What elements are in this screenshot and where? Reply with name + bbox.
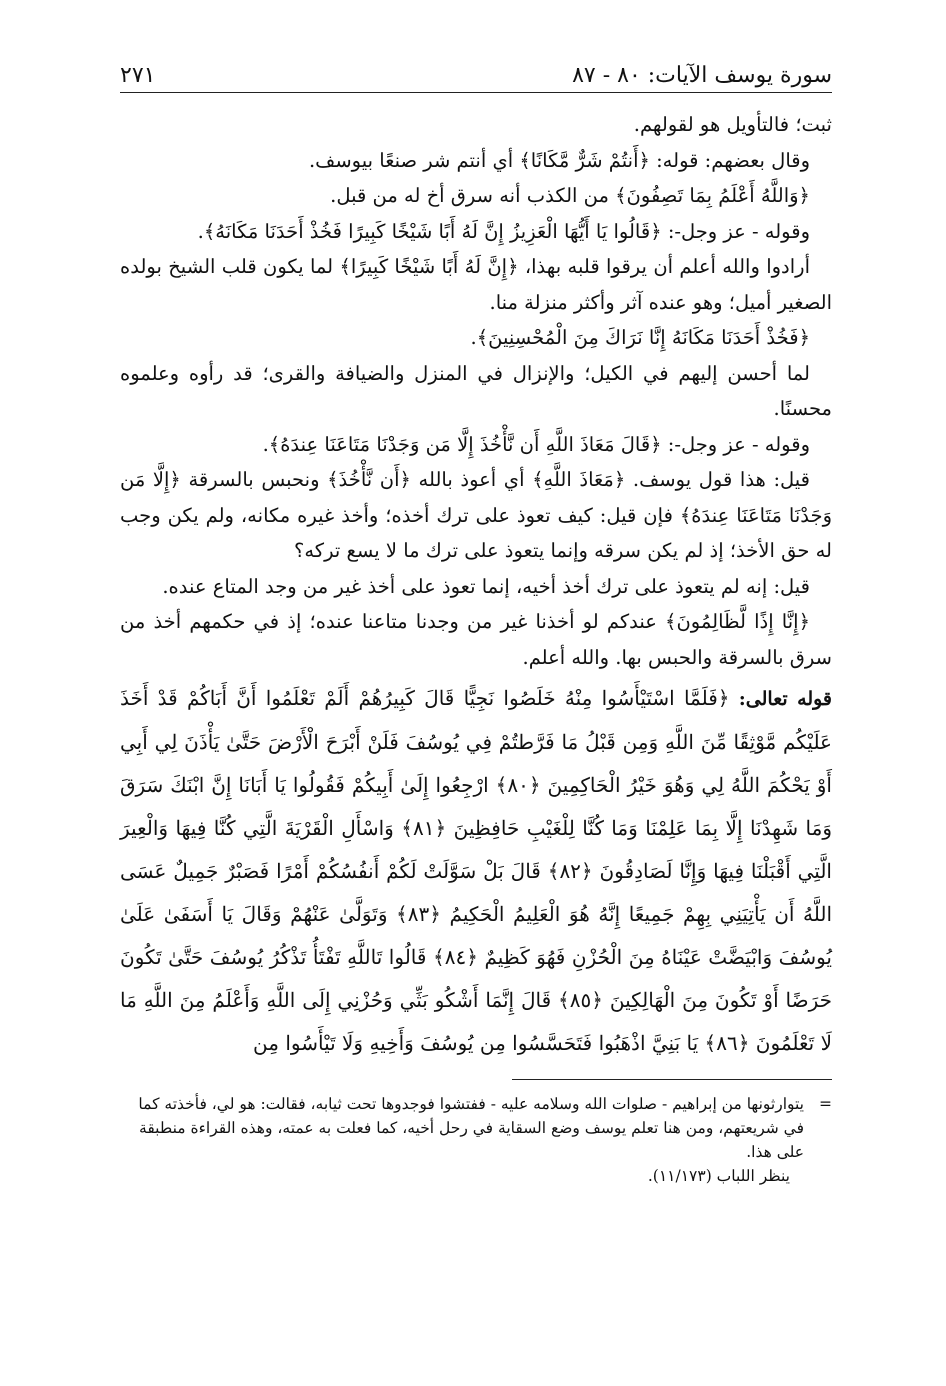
- quran-text: ﴿فَلَمَّا اسْتَيْأَسُوا مِنْهُ خَلَصُوا نَجِيًّا قَالَ كَبِيرُهُمْ أَلَمْ تَعْلَمُوا أَنَّ أَبَاكُمْ قَدْ أَخَذَ عَلَيْكُم مَّوْثِقًا مِّنَ اللَّهِ وَمِن قَبْلُ مَا فَرَّطتُمْ فِي يُوسُفَ فَلَنْ أَبْرَحَ الْأَرْضَ حَتَّىٰ يَأْذَنَ لِي أَبِي أَوْ يَحْكُمَ اللَّهُ لِي وَهُوَ خَيْرُ الْحَاكِمِينَ ﴿٨٠﴾ ارْجِعُوا إِلَىٰ أَبِيكُمْ فَقُولُوا يَا أَبَانَا إِنَّ ابْنَكَ سَرَقَ وَمَا شَهِدْنَا إِلَّا بِمَا عَلِمْنَا وَمَا كُنَّا لِلْغَيْبِ حَافِظِينَ ﴿٨١﴾ وَاسْأَلِ الْقَرْيَةَ الَّتِي كُنَّا فِيهَا وَالْعِيرَ الَّتِي أَقْبَلْنَا فِيهَا وَإِنَّا لَصَادِقُونَ ﴿٨٢﴾ قَالَ بَلْ سَوَّلَتْ لَكُمْ أَنفُسُكُمْ أَمْرًا فَصَبْرٌ جَمِيلٌ عَسَى اللَّهُ أَن يَأْتِيَنِي بِهِمْ جَمِيعًا إِنَّهُ هُوَ الْعَلِيمُ الْحَكِيمُ ﴿٨٣﴾ وَتَوَلَّىٰ عَنْهُمْ وَقَالَ يَا أَسَفَىٰ عَلَىٰ يُوسُفَ وَابْيَضَّتْ عَيْنَاهُ مِنَ الْحُزْنِ فَهُوَ كَظِيمٌ ﴿٨٤﴾ قَالُوا تَاللَّهِ تَفْتَأُ تَذْكُرُ يُوسُفَ حَتَّىٰ تَكُونَ حَرَضًا أَوْ تَكُونَ مِنَ الْهَالِكِينَ ﴿٨٥﴾ قَالَ إِنَّمَا أَشْكُو بَثِّي وَحُزْنِي إِلَى اللَّهِ وَأَعْلَمُ مِنَ اللَّهِ مَا لَا تَعْلَمُونَ ﴿٨٦﴾ يَا بَنِيَّ اذْهَبُوا فَتَحَسَّسُوا مِن يُوسُفَ وَأَخِيهِ وَلَا تَيْأَسُوا مِن: [120, 686, 832, 1055]
- page-number: ٢٧١: [120, 63, 156, 88]
- footnote-divider: [512, 1079, 832, 1080]
- paragraph: وقوله - عز وجل-: ﴿قَالَ مَعَاذَ اللَّهِ أَن نَّأْخُذَ إِلَّا مَن وَجَدْنَا مَتَاعَنَا عِندَهُ﴾.: [262, 432, 810, 456]
- running-title: سورة يوسف الآيات: ٨٠ - ٨٧: [572, 63, 832, 88]
- paragraph: ﴿إِنَّا إِذًا لَّظَالِمُونَ﴾ عندكم لو أخذنا غير من وجدنا متاعنا عنده؛ إذ في حكمهم أخذ من سرق بالسرقة والحبس بها. والله أعلم.: [120, 610, 832, 669]
- footnote-text: يتوارثونها من إبراهيم - صلوات الله وسلامه عليه - ففتشوا فوجدوها تحت ثيابه، فقالت: هو لي، فأخذته كما في شريعتهم، ومن هنا تعلم يوسف وضع السقاية في رحل أخيه، كما فعلت به عمته، وهذه القراءة منطبقة على هذا.: [138, 1095, 804, 1161]
- paragraph: وقال بعضهم: قوله: ﴿أَنتُمْ شَرٌّ مَّكَانًا﴾ أي أنتم شر صنعًا بيوسف.: [308, 148, 810, 172]
- continuation-marker: =: [819, 1095, 832, 1113]
- footnote: [120, 1092, 832, 1188]
- paragraph: أرادوا والله أعلم أن يرقوا قلبه بهذا، ﴿إِنَّ لَهُ أَبًا شَيْخًا كَبِيرًا﴾ لما يكون قلب الشيخ بولده الصغير أميل؛ وهو عنده آثر وأكثر منزلة منا.: [120, 255, 832, 314]
- passage-lead: قوله تعالى:: [738, 688, 833, 710]
- paragraph: ثبت؛ فالتأويل هو لقولهم.: [633, 113, 832, 136]
- running-header: [120, 52, 832, 93]
- quran-passage: [120, 677, 832, 1065]
- paragraph: ﴿فَخُذْ أَحَدَنَا مَكَانَهُ إِنَّا نَرَاكَ مِنَ الْمُحْسِنِينَ﴾.: [470, 326, 810, 349]
- paragraph: ﴿وَاللَّهُ أَعْلَمُ بِمَا تَصِفُونَ﴾ من الكذب أنه سرق أخ له من قبل.: [330, 184, 810, 207]
- paragraph: قيل: إنه لم يتعوذ على ترك أخذ أخيه، إنما تعوذ على أخذ غير من وجد المتاع عنده.: [162, 574, 810, 598]
- paragraph: وقوله - عز وجل-: ﴿قَالُوا يَا أَيُّهَا الْعَزِيزُ إِنَّ لَهُ أَبًا شَيْخًا كَبِيرًا فَخُذْ أَحَدَنَا مَكَانَهُ﴾.: [197, 219, 810, 243]
- paragraph: لما أحسن إليهم في الكيل؛ والإنزال في المنزل والضيافة والقرى؛ قد رأوه وعلموه محسنًا.: [120, 361, 832, 420]
- page: [120, 52, 832, 1352]
- commentary-body: [120, 107, 832, 675]
- footnote-source: ينظر اللباب (١١/١٧٣).: [647, 1167, 790, 1185]
- paragraph: قيل: هذا قول يوسف. ﴿مَعَاذَ اللَّهِ﴾ أي أعوذ بالله ﴿أَن نَّأْخُذَ﴾ ونحبس بالسرقة ﴿إِلَّا مَن وَجَدْنَا مَتَاعَنَا عِندَهُ﴾ فإن قيل: كيف تعوذ على ترك أخذه؛ وأخذ غيره مكانه، ولم يكن وجب له حق الأخذ؛ إذ لم يكن سرقه وإنما يتعوذ على ترك ما لا يسع تركه؟: [120, 468, 832, 562]
